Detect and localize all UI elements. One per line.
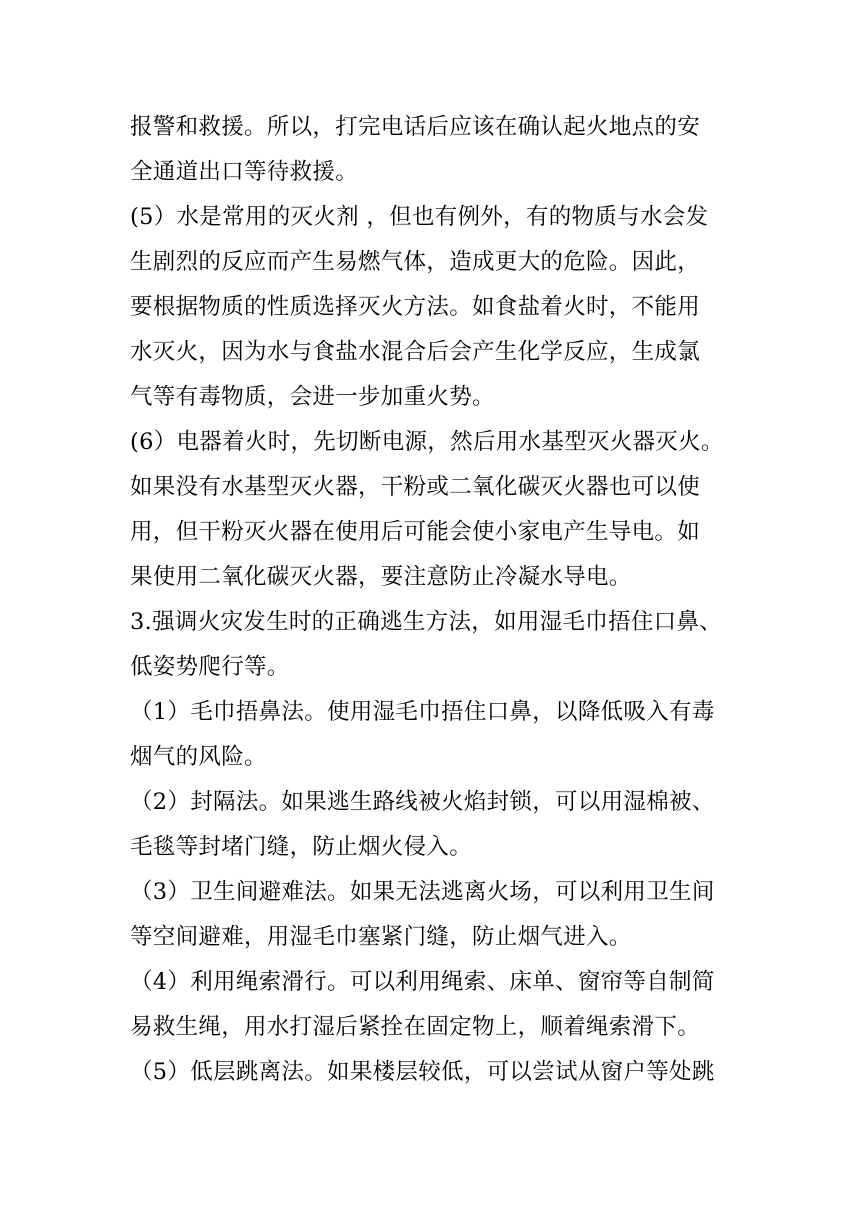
text-line: 易救生绳，用水打湿后紧拴在固定物上，顺着绳索滑下。 bbox=[130, 1014, 701, 1040]
text-line: 烟气的风险。 bbox=[130, 744, 267, 770]
text-line: 用，但干粉灭火器在使用后可能会使小家电产生导电。如 bbox=[130, 519, 701, 545]
text-line: 全通道出口等待救援。 bbox=[130, 159, 359, 185]
text-line: 毛毯等封堵门缝，防止烟火侵入。 bbox=[130, 834, 473, 860]
text-line: 生剧烈的反应而产生易燃气体，造成更大的危险。因此， bbox=[130, 249, 701, 275]
text-line: (6）电器着火时，先切断电源，然后用水基型灭火器灭火。 bbox=[130, 429, 724, 455]
text-line: （3）卫生间避难法。如果无法逃离火场，可以利用卫生间 bbox=[130, 879, 715, 905]
text-line: 气等有毒物质，会进一步加重火势。 bbox=[130, 384, 495, 410]
text-line: （1）毛巾捂鼻法。使用湿毛巾捂住口鼻，以降低吸入有毒 bbox=[130, 699, 715, 725]
text-line: （4）利用绳索滑行。可以利用绳索、床单、窗帘等自制简 bbox=[130, 969, 715, 995]
text-line: 果使用二氧化碳灭火器，要注意防止冷凝水导电。 bbox=[130, 564, 632, 590]
text-line: （2）封隔法。如果逃生路线被火焰封锁，可以用湿棉被、 bbox=[130, 789, 715, 815]
text-line: (5）水是常用的灭火剂 ，但也有例外，有的物质与水会发 bbox=[130, 204, 709, 230]
text-line: 等空间避难，用湿毛巾塞紧门缝，防止烟气进入。 bbox=[130, 924, 632, 950]
text-line: 要根据物质的性质选择灭火方法。如食盐着火时，不能用 bbox=[130, 294, 701, 320]
text-line: 3.强调火灾发生时的正确逃生方法，如用湿毛巾捂住口鼻、 bbox=[130, 609, 723, 635]
text-line: 如果没有水基型灭火器，干粉或二氧化碳灭火器也可以使 bbox=[130, 474, 701, 500]
text-line: （5）低层跳离法。如果楼层较低，可以尝试从窗户等处跳 bbox=[130, 1059, 715, 1085]
text-line: 低姿势爬行等。 bbox=[130, 654, 290, 680]
text-line: 水灭火，因为水与食盐水混合后会产生化学反应，生成氯 bbox=[130, 339, 701, 365]
text-line: 报警和救援。所以，打完电话后应该在确认起火地点的安 bbox=[130, 114, 701, 140]
